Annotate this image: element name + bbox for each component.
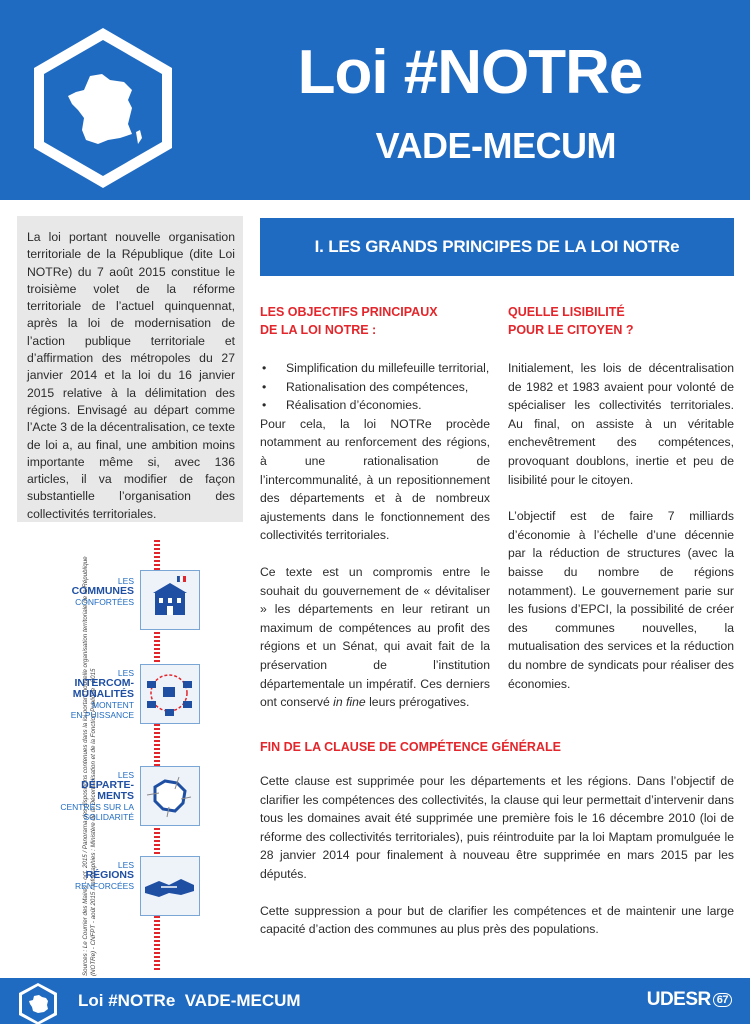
handshake-icon — [140, 856, 200, 916]
section-title-bar — [260, 218, 734, 276]
page-title: Loi #NOTRe — [297, 38, 643, 107]
lisibilite-paragraph-2: L’objectif est de faire 7 milliards d’économie à l’échelle d’une décennie par la réduction de structures (avec la baisse du nombre de régions notamment). Le gouvernement parie sur les fusions d’EPCI, la possibilité de créer des communes nouvelles, la mutualisation des services et la réduction du nombre de syndicats pour réaliser des économies. — [508, 509, 734, 691]
footer-title: Loi #NOTRe VADE-MECUM — [78, 991, 301, 1010]
clause-heading: FIN DE LA CLAUSE DE COMPÉTENCE GÉNÉRALE — [260, 740, 561, 754]
page-subtitle: VADE-MECUM — [375, 125, 616, 166]
intercommunality-icon — [140, 664, 200, 724]
logo-number: 67 — [713, 993, 732, 1007]
objectifs-paragraph-2 — [260, 563, 490, 712]
regions-sub: RENFORCÉES — [74, 881, 134, 891]
logo-text: UDESR — [646, 989, 711, 1010]
paragraph-italic: in fine — [333, 695, 366, 710]
intro-box — [17, 216, 243, 522]
communes-sub: CONFORTÉES — [75, 597, 134, 607]
departements-sub-2: SOLIDARITÉ — [83, 812, 134, 822]
regions-small: LES — [117, 860, 134, 870]
lisibilite-heading-line1: QUELLE LISIBILITÉ — [508, 305, 625, 319]
list-item: • Simplification du millefeuille territorial, — [260, 359, 490, 378]
communes-big: COMMUNES — [71, 585, 134, 597]
paragraph-text: Ce texte est un compromis entre le souhait du gouvernement de « dévitaliser » les départements en leur retirant un maximum de compétences au profit des régions et un Sénat, qui avait fait de la préservation de l’institution départementale un impératif. Ces derniers ont conservé — [260, 564, 490, 710]
section-title: I. LES GRANDS PRINCIPES DE LA LOI NOTRe — [314, 237, 680, 256]
header-banner — [0, 0, 750, 200]
paragraph-text-end: leurs prérogatives. — [365, 695, 470, 710]
intercommunalites-big-2: MUNALITÉS — [72, 688, 134, 700]
lisibilite-column — [508, 303, 734, 693]
france-map-icon — [28, 24, 178, 192]
intercommunalites-label — [54, 668, 134, 720]
departements-label — [54, 770, 134, 822]
intercommunalites-sub-1: MONTENT — [91, 700, 134, 710]
objectifs-column — [260, 303, 490, 712]
intercommunalites-big-1: INTERCOM- — [74, 677, 134, 689]
list-item: • Réalisation d’économies. — [260, 396, 490, 415]
footer-bar — [0, 978, 750, 1024]
clause-section — [260, 738, 734, 939]
town-hall-icon — [140, 570, 200, 630]
lisibilite-heading-line2: POUR LE CITOYEN ? — [508, 323, 634, 337]
departements-sub-1: CENTRÉS SUR LA — [60, 802, 134, 812]
lisibilite-paragraph-1: Initialement, les lois de décentralisation de 1982 et 1983 avaient pour volonté de spécialiser les collectivités territoriales. Au final, on assiste à un véritable enchevêtrement des compétences, provoquant doublons, inertie et peu de lisibilité pour le citoyen. — [508, 361, 734, 487]
communes-small: LES — [117, 576, 134, 586]
intro-text: La loi portant nouvelle organisation territoriale de la République (dite Loi NOTRe) du 7 août 2015 constitue le troisième volet de la réforme territoriale de l’actuel quinquennat, après la loi de modernisation de l’action publique territoriale et d’affirmation des métropoles du 27 janvier 2014 et la loi du 16 janvier 2015 relative à la délimitation des régions. Envisagé au départ comme l’Acte 3 de la décentralisation, ce texte de loi a, au final, une ambition moins importante même si, avec 136 articles, il va modifier de façon substantielle l’organisation des collectivités territoriales. — [27, 230, 235, 521]
communes-label — [60, 576, 134, 607]
department-map-icon — [140, 766, 200, 826]
objectifs-paragraph-1: Pour cela, la loi NOTRe procède notamment au renforcement des régions, à une rationalisation de l’intercommunalité, à un repositionnement des départements et à de nombreux ajustements dans le fonctionnement des collectivités territoriales. — [260, 416, 490, 543]
objectifs-heading-line1: LES OBJECTIFS PRINCIPAUX — [260, 305, 438, 319]
clause-paragraph-2: Cette suppression a pour but de clarifier les compétences et de maintenir une large capacité d’action des communes au plus près des populations. — [260, 903, 734, 937]
objectifs-heading — [260, 303, 490, 339]
objectifs-heading-line2: DE LA LOI NOTRE : — [260, 323, 377, 337]
clause-paragraph-1: Cette clause est supprimée pour les départements et les régions. Dans l’objectif de clarifier les compétences des collectivités, la clause qui leur permettait d’intervenir dans tous les domaines avait été supprimée une première fois le 16 décembre 2010 (loi de réforme des collectivités territoriales), puis réintroduite par la loi Maptam promulguée le 28 janvier 2014 pour finalement à nouveau être supprimée en mars 2015 par les députés. — [260, 774, 734, 881]
departements-big-1: DÉPARTE- — [81, 779, 134, 791]
intercommunalites-small: LES — [117, 668, 134, 678]
departements-small: LES — [117, 770, 134, 780]
intercommunalites-sub-2: EN PUISSANCE — [70, 710, 134, 720]
udesr-logo — [647, 989, 732, 1011]
regions-big: RÉGIONS — [85, 869, 134, 881]
departements-big-2: MENTS — [97, 790, 134, 802]
france-map-small-icon — [18, 982, 58, 1026]
objectifs-list — [260, 359, 490, 415]
lisibilite-heading — [508, 303, 734, 339]
sources-note: Sources : Le Courrier des Maires - oct. 2015 / Panorama des dispositions contenues dans la loi portant nouvelle organisation territoriale de la République (NOTRe) - CNFPT - août 2015 / Infographies : Ministère de la Décentralisation et de la Fonction Publique - 2015 — [82, 556, 97, 976]
regions-label — [60, 860, 134, 891]
list-item: • Rationalisation des compétences, — [260, 378, 490, 397]
